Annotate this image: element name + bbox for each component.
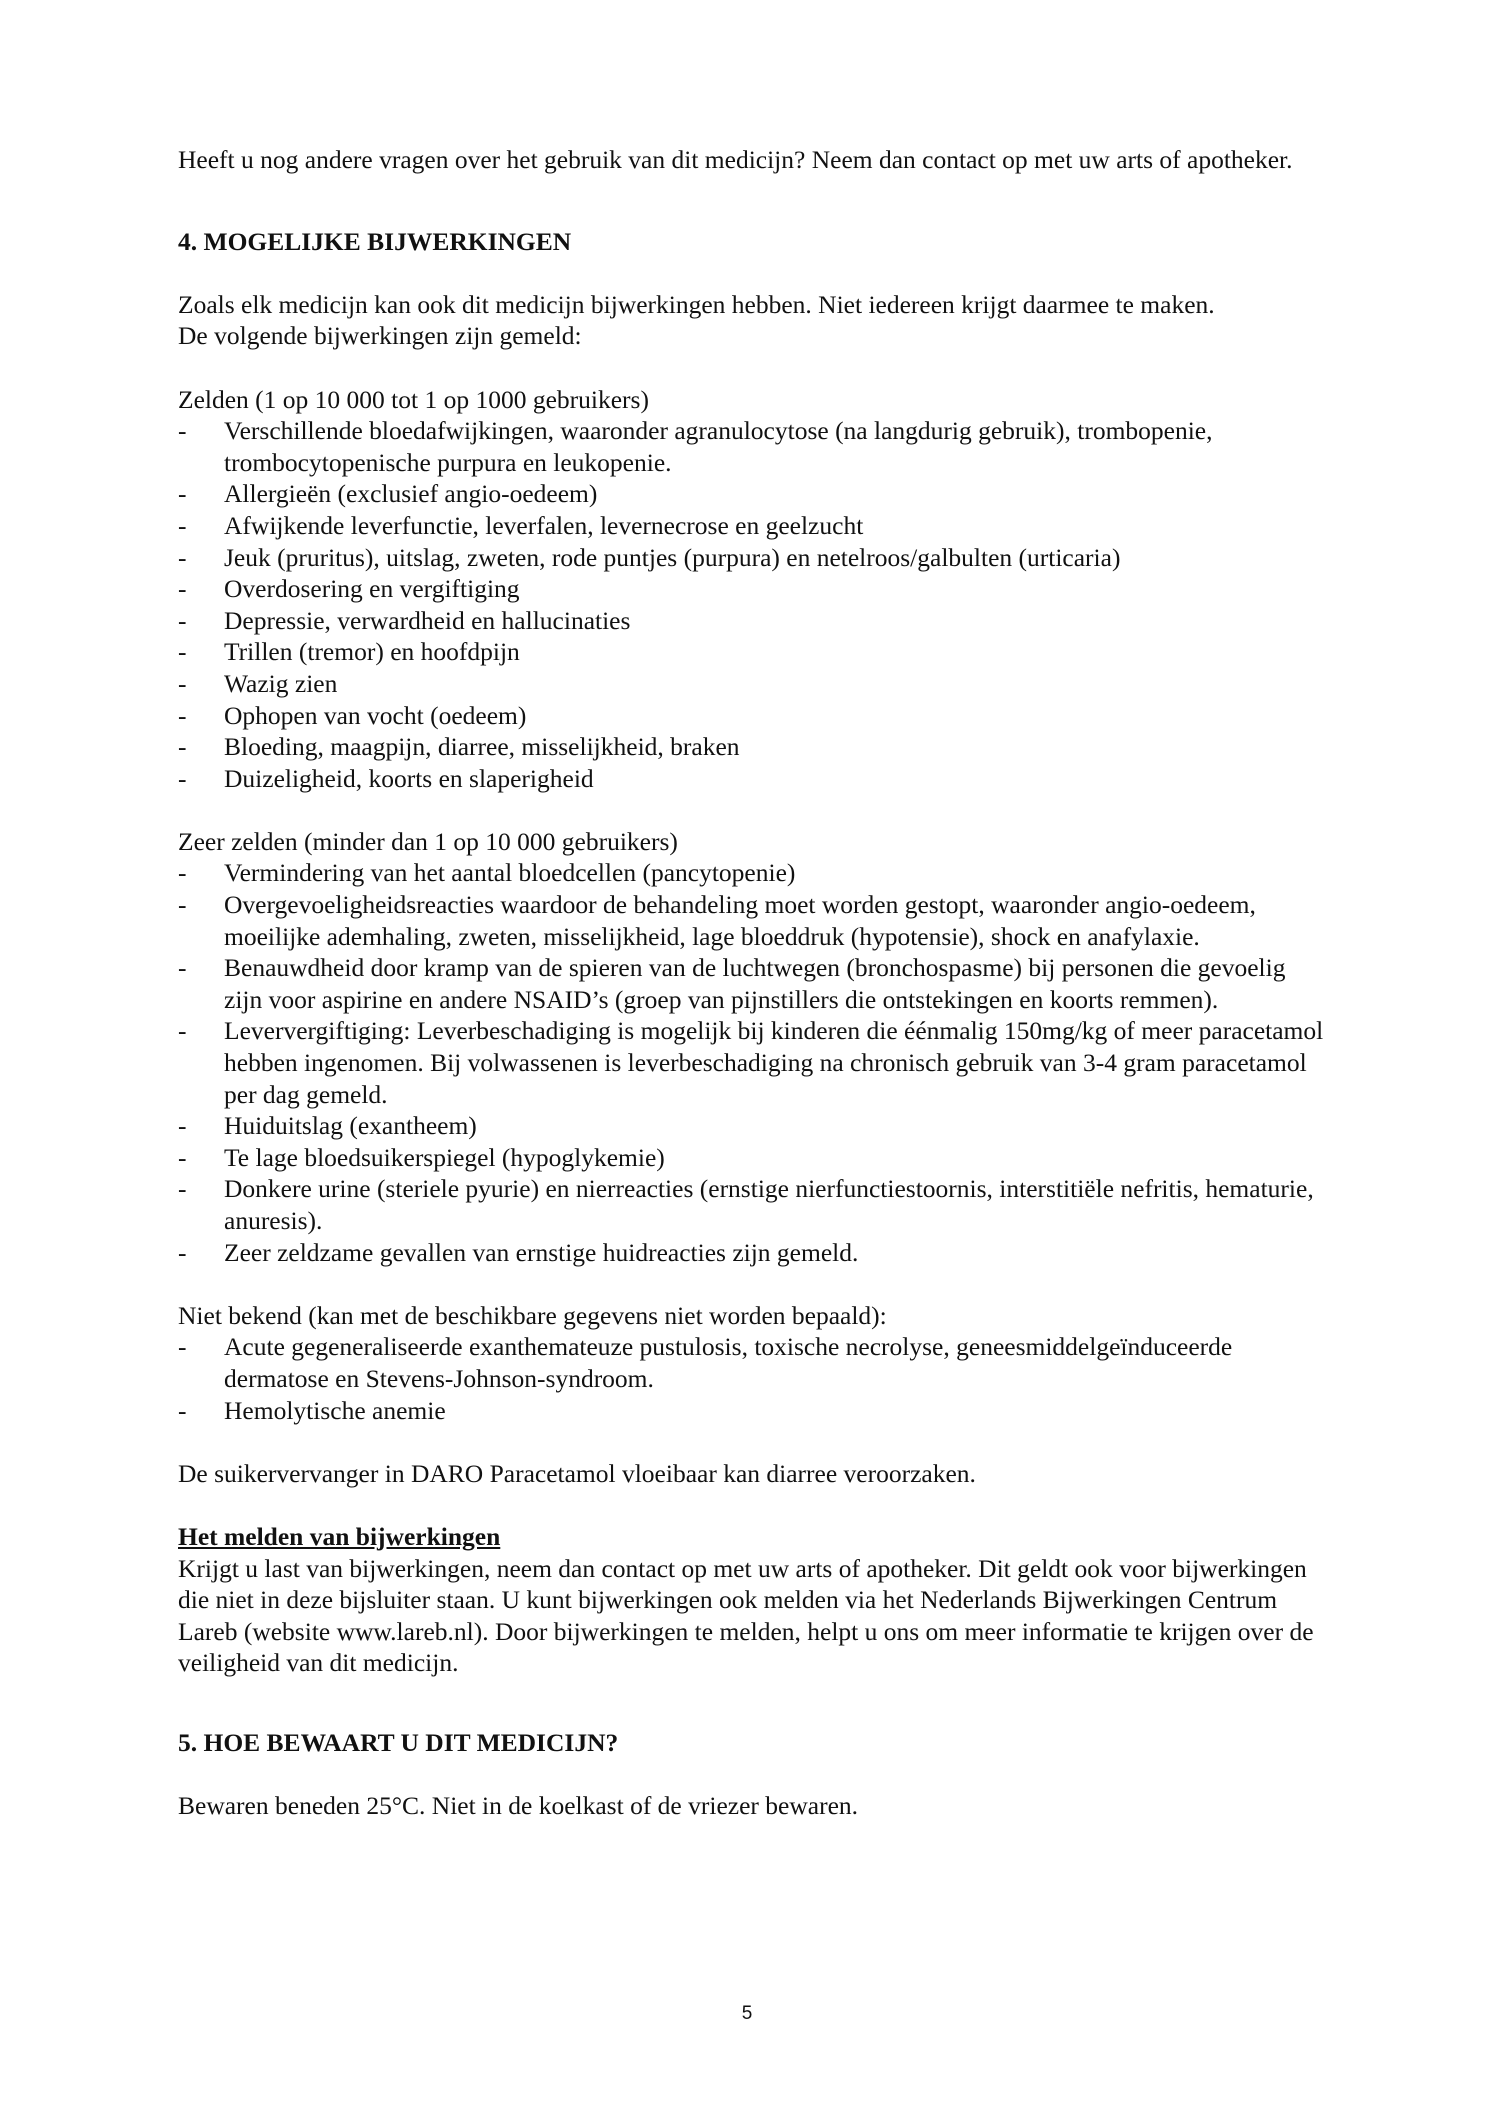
dash-marker: - xyxy=(178,732,187,762)
list-item: - Benauwdheid door kramp van de spieren van de luchtwegen (bronchospasme) bij personen die gevoelig zijn voor aspirine en andere NSAID’s (groep van pijnstillers die ontstekingen en koorts remmen). xyxy=(178,953,1286,1014)
dash-marker: - xyxy=(178,574,187,604)
dash-marker: - xyxy=(178,858,187,888)
dash-marker: - xyxy=(178,637,187,667)
reporting-heading: Het melden van bijwerkingen xyxy=(178,1521,501,1551)
list-item: - Te lage bloedsuikerspiegel (hypoglykemie) xyxy=(178,1142,665,1172)
list-item: - Depressie, verwardheid en hallucinaties xyxy=(178,605,631,635)
dash-marker: - xyxy=(178,700,187,730)
list-item: - Vermindering van het aantal bloedcellen (pancytopenie) xyxy=(178,858,796,888)
dash-marker: - xyxy=(178,1142,187,1172)
intro-paragraph: Heeft u nog andere vragen over het gebruik van dit medicijn? Neem dan contact op met uw arts of apotheker. xyxy=(178,145,1293,174)
dash-marker: - xyxy=(178,1332,187,1362)
list-item: - Duizeligheid, koorts en slaperigheid xyxy=(178,763,594,793)
list-item: - Zeer zeldzame gevallen van ernstige huidreacties zijn gemeld. xyxy=(178,1237,859,1267)
dash-marker: - xyxy=(178,1174,187,1204)
list-item: - Afwijkende leverfunctie, leverfalen, levernecrose en geelzucht xyxy=(178,510,864,540)
dash-marker: - xyxy=(178,605,187,635)
unknown-side-effects-list xyxy=(178,1331,1328,1426)
reporting-paragraph: Krijgt u last van bijwerkingen, neem dan contact op met uw arts of apotheker. Dit geldt ook voor bijwerkingen die niet in deze bijsluiter staan. U kunt bijwerkingen ook melden via het Nederlands Bijwerkingen Centrum Lareb (website www.lareb.nl). Door bijwerkingen te melden, helpt u ons om meer informatie te krijgen over de veiligheid van dit medicijn. xyxy=(178,1553,1314,1678)
list-item: - Allergieën (exclusief angio-oedeem) xyxy=(178,479,598,509)
sweetener-note: De suikervervanger in DARO Paracetamol vloeibaar kan diarree veroorzaken. xyxy=(178,1458,976,1488)
rare-frequency-title: Zelden (1 op 10 000 tot 1 op 1000 gebruikers) xyxy=(178,384,649,414)
dash-marker: - xyxy=(178,763,187,793)
dash-marker: - xyxy=(178,1237,187,1267)
very-rare-frequency-title: Zeer zelden (minder dan 1 op 10 000 gebruikers) xyxy=(178,826,678,856)
list-item: - Trillen (tremor) en hoofdpijn xyxy=(178,637,520,667)
section-5-heading: 5. HOE BEWAART U DIT MEDICIJN? xyxy=(178,1727,619,1757)
list-item: - Leververgiftiging: Leverbeschadiging is mogelijk bij kinderen die éénmalig 150mg/kg of meer paracetamol hebben ingenomen. Bij volwassenen is leverbeschadiging na chronisch gebruik van 3-4 gram paracetamol per dag gemeld. xyxy=(178,1016,1324,1109)
list-item: - Hemolytische anemie xyxy=(178,1395,446,1425)
list-item: - Ophopen van vocht (oedeem) xyxy=(178,700,527,730)
dash-marker: - xyxy=(178,890,187,920)
dash-marker: - xyxy=(178,479,187,509)
list-item: - Bloeding, maagpijn, diarree, misselijkheid, braken xyxy=(178,732,740,762)
list-item: - Overdosering en vergiftiging xyxy=(178,574,520,604)
section-4-intro-line-2: De volgende bijwerkingen zijn gemeld: xyxy=(178,321,582,351)
list-item: - Wazig zien xyxy=(178,668,338,698)
page-number: 5 xyxy=(741,2003,753,2024)
dash-marker: - xyxy=(178,542,187,572)
dash-marker: - xyxy=(178,668,187,698)
list-item: - Acute gegeneraliseerde exanthemateuze pustulosis, toxische necrolyse, geneesmiddelgeïnduceerde dermatose en Stevens-Johnson-syndroom. xyxy=(178,1332,1233,1393)
rare-side-effects-list xyxy=(178,415,1328,794)
very-rare-side-effects-list xyxy=(178,857,1328,1268)
unknown-frequency-title: Niet bekend (kan met de beschikbare gegevens niet worden bepaald): xyxy=(178,1300,887,1330)
dash-marker: - xyxy=(178,416,187,446)
section-4-intro-line-1: Zoals elk medicijn kan ook dit medicijn bijwerkingen hebben. Niet iedereen krijgt daarmee te maken. xyxy=(178,289,1215,319)
list-item: - Verschillende bloedafwijkingen, waaronder agranulocytose (na langdurig gebruik), trombopenie, trombocytopenische purpura en leukopenie. xyxy=(178,416,1213,477)
dash-marker: - xyxy=(178,510,187,540)
storage-paragraph: Bewaren beneden 25°C. Niet in de koelkast of de vriezer bewaren. xyxy=(178,1791,859,1821)
dash-marker: - xyxy=(178,1395,187,1425)
dash-marker: - xyxy=(178,953,187,983)
list-item: - Huiduitslag (exantheem) xyxy=(178,1111,477,1141)
list-item: - Donkere urine (steriele pyurie) en nierreacties (ernstige nierfunctiestoornis, interstitiële nefritis, hematurie, anuresis). xyxy=(178,1174,1314,1235)
section-4-heading: 4. MOGELIJKE BIJWERKINGEN xyxy=(178,226,572,256)
dash-marker: - xyxy=(178,1016,187,1046)
dash-marker: - xyxy=(178,1111,187,1141)
list-item: - Jeuk (pruritus), uitslag, zweten, rode puntjes (purpura) en netelroos/galbulten (urticaria) xyxy=(178,542,1121,572)
page-content xyxy=(178,144,1328,1822)
list-item: - Overgevoeligheidsreacties waardoor de behandeling moet worden gestopt, waaronder angio-oedeem, moeilijke ademhaling, zweten, misselijkheid, lage bloeddruk (hypotensie), shock en anafylaxie. xyxy=(178,890,1256,951)
